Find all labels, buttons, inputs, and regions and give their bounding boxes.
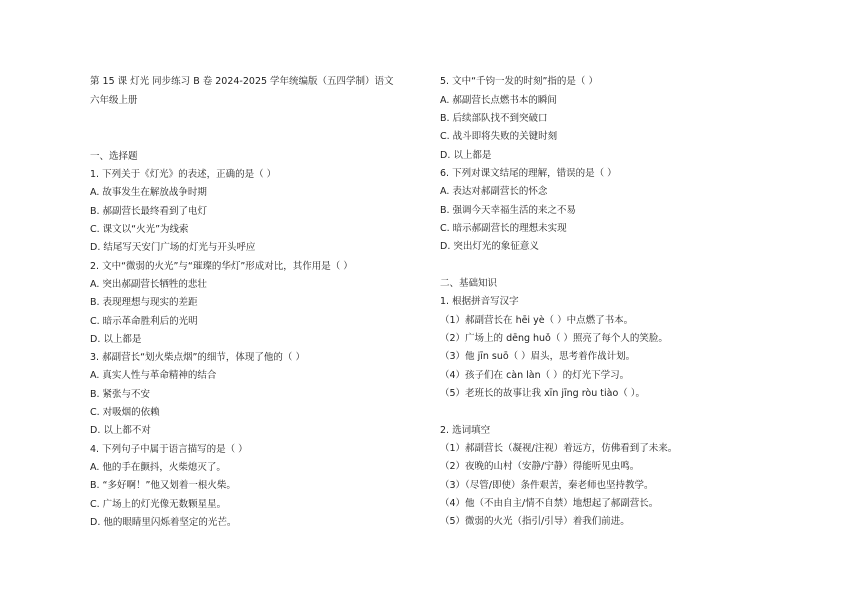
word-choice-item-1: （1）郝副营长（凝视/注视）着远方，仿佛看到了未来。 [440, 443, 678, 454]
question-1-option-c: C. 课文以“火光”为线索 [90, 224, 189, 235]
document-title: 第 15 课 灯光 同步练习 B 卷 2024-2025 学年统编版（五四学制）语文 [90, 76, 394, 87]
question-6-option-d: D. 突出灯光的象征意义 [440, 241, 539, 252]
pinyin-item-4: （4）孩子们在 càn làn（ ）的灯光下学习。 [440, 370, 630, 381]
question-3-option-c: C. 对吸烟的依赖 [90, 407, 160, 418]
question-3-option-b: B. 紧张与不安 [90, 389, 151, 400]
pinyin-item-5: （5）老班长的故事让我 xīn jīng ròu tiào（ ）。 [440, 388, 646, 399]
question-3-option-a: A. 真实人性与革命精神的结合 [90, 370, 217, 381]
question-6-stem: 6. 下列对课文结尾的理解，错误的是（ ） [440, 168, 617, 179]
pinyin-item-1: （1）郝副营长在 hēi yè（ ）中点燃了书本。 [440, 315, 634, 326]
question-2-option-a: A. 突出郝副营长牺牲的悲壮 [90, 279, 207, 290]
question-6-option-b: B. 强调今天幸福生活的来之不易 [440, 205, 577, 216]
word-choice-item-5: （5）微弱的火光（指引/引导）着我们前进。 [440, 516, 630, 527]
question-1-option-d: D. 结尾写天安门广场的灯光与开头呼应 [90, 242, 256, 253]
question-2-option-c: C. 暗示革命胜利后的光明 [90, 316, 198, 327]
pinyin-item-3: （3）他 jīn suō（ ）眉头，思考着作战计划。 [440, 351, 636, 362]
word-choice-item-2: （2）夜晚的山村（安静/宁静）得能听见虫鸣。 [440, 461, 640, 472]
question-5-option-a: A. 郝副营长点燃书本的瞬间 [440, 95, 557, 106]
question-3-option-d: D. 以上都不对 [90, 425, 151, 436]
section-heading-basics: 二、基础知识 [440, 278, 498, 289]
question-4-option-a: A. 他的手在颤抖，火柴熄灭了。 [90, 462, 226, 473]
question-4-stem: 4. 下列句子中属于语言描写的是（ ） [90, 444, 248, 455]
pinyin-item-2: （2）广场上的 dēng huǒ（ ）照亮了每个人的笑脸。 [440, 333, 668, 344]
question-5-option-b: B. 后续部队找不到突破口 [440, 113, 548, 124]
question-4-option-c: C. 广场上的灯光像无数颗星星。 [90, 499, 227, 510]
question-2-option-b: B. 表现理想与现实的差距 [90, 297, 198, 308]
word-choice-item-4: （4）他（不由自主/情不自禁）地想起了郝副营长。 [440, 498, 659, 509]
question-5-option-c: C. 战斗即将失败的关键时刻 [440, 131, 558, 142]
question-2-stem: 2. 文中“微弱的火光”与“璀璨的华灯”形成对比，其作用是（ ） [90, 261, 353, 272]
question-4-option-d: D. 他的眼睛里闪烁着坚定的光芒。 [90, 517, 237, 528]
question-3-stem: 3. 郝副营长“划火柴点烟”的细节，体现了他的（ ） [90, 352, 305, 363]
word-choice-item-3: （3）（尽管/即使）条件艰苦，秦老师也坚持教学。 [440, 480, 654, 491]
question-5-stem: 5. 文中“千钧一发的时刻”指的是（ ） [440, 76, 598, 87]
question-4-option-b: B. “多好啊！”他又划着一根火柴。 [90, 480, 236, 491]
question-1-stem: 1. 下列关于《灯光》的表述，正确的是（ ） [90, 169, 277, 180]
section-heading-choice: 一、选择题 [90, 151, 138, 162]
word-choice-section-title: 2. 选词填空 [440, 425, 491, 436]
question-6-option-a: A. 表达对郝副营长的怀念 [440, 186, 548, 197]
question-1-option-a: A. 故事发生在解放战争时期 [90, 187, 207, 198]
document-title-continued: 六年级上册 [90, 95, 138, 106]
question-5-option-d: D. 以上都是 [440, 150, 492, 161]
pinyin-section-title: 1. 根据拼音写汉字 [440, 296, 519, 307]
question-1-option-b: B. 郝副营长最终看到了电灯 [90, 206, 208, 217]
question-2-option-d: D. 以上都是 [90, 334, 142, 345]
question-6-option-c: C. 暗示郝副营长的理想未实现 [440, 223, 567, 234]
